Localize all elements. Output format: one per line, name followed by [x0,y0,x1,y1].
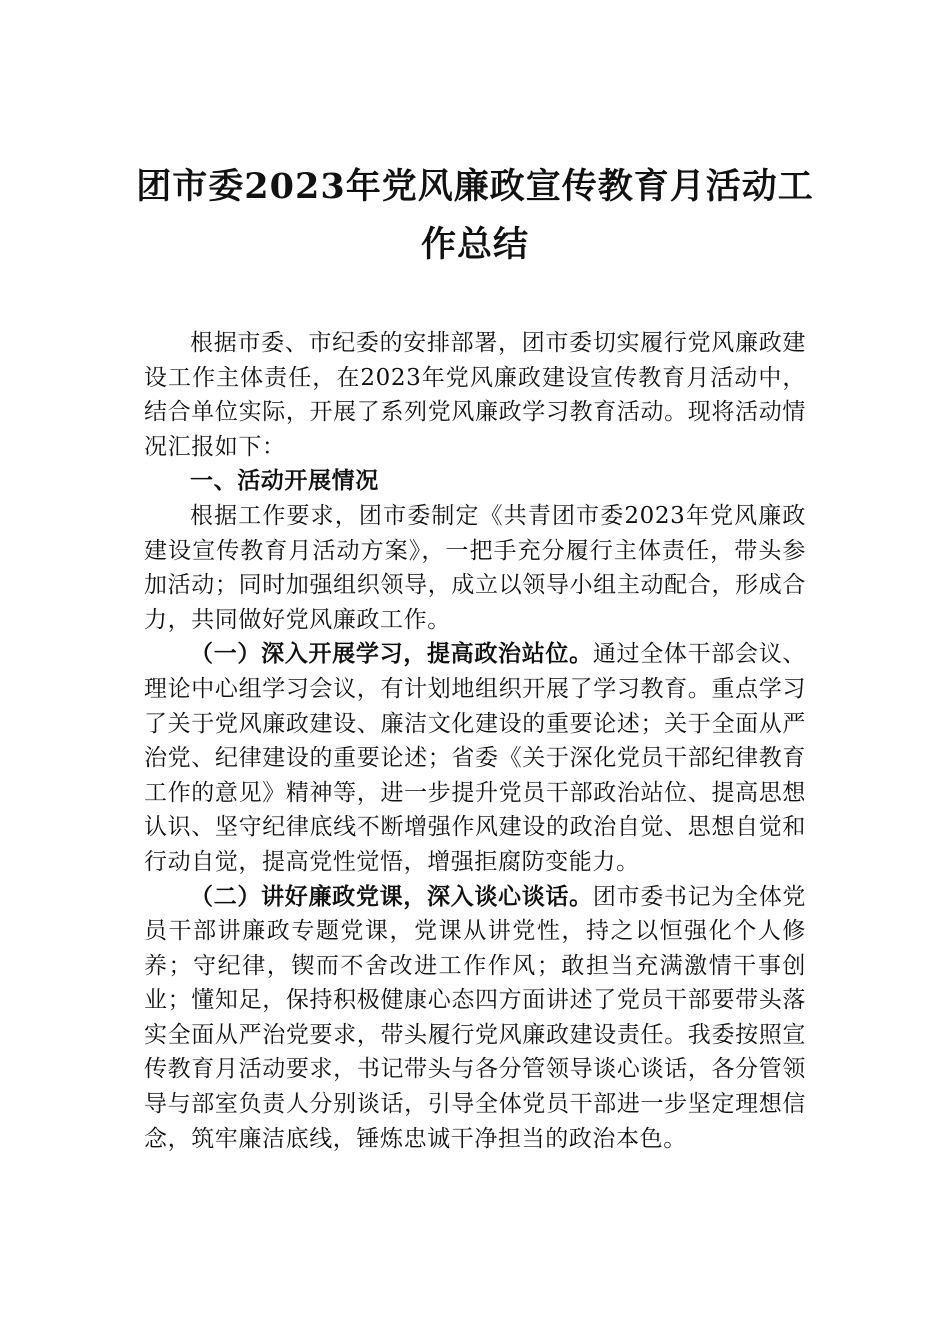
subsection-2-text: 团市委书记为全体党员干部讲廉政专题党课，党课从讲党性，持之以恒强化个人修养；守纪律，锲而不舍改进工作作风；敢担当充满激情干事创业；懂知足，保持积极健康心态四方面讲述了党员干部要带头落实全面从严治党要求，带头履行党风廉政建设责任。我委按照宣传教育月活动要求，书记带头与各分管领导谈心谈话，各分管领导与部室负责人分别谈话，引导全体党员干部进一步坚定理想信念，筑牢廉洁底线，锤炼忠诚干净担当的政治本色。 [144,883,806,1152]
subsection-1-heading: （一）深入开展学习，提高政治站位。 [190,640,593,668]
section-1-paragraph: 根据工作要求，团市委制定《共青团市委2023年党风廉政建设宣传教育月活动方案》，一把手充分履行主体责任，带头参加活动；同时加强组织领导，成立以领导小组主动配合，形成合力，共同做好党风廉政工作。 [144,502,806,633]
intro-paragraph: 根据市委、市纪委的安排部署，团市委切实履行党风廉政建设工作主体责任，在2023年党风廉政建设宣传教育月活动中，结合单位实际，开展了系列党风廉政学习教育活动。现将活动情况汇报如下： [144,330,806,460]
subsection-1-paragraph [144,637,806,879]
subsection-2-heading: （二）讲好廉政党课，深入谈心谈话。 [190,882,593,910]
document-body [144,326,806,1156]
title-line-2: 作总结 [420,224,529,265]
title-line-1: 团市委2023年党风廉政宣传教育月活动工 [136,166,814,207]
subsection-1-text: 通过全体干部会议、理论中心组学习会议，有计划地组织开展了学习教育。重点学习了关于党风廉政建设、廉洁文化建设的重要论述；关于全面从严治党、纪律建设的重要论述；省委《关于深化党员干部纪律教育工作的意见》精神等，进一步提升党员干部政治站位、提高思想认识、坚守纪律底线不断增强作风建设的政治自觉、思想自觉和行动自觉，提高党性觉悟，增强拒腐防变能力。 [144,641,806,875]
section-heading-1: 一、活动开展情况 [190,468,379,495]
document-title [120,158,830,274]
subsection-2-paragraph [144,880,806,1157]
